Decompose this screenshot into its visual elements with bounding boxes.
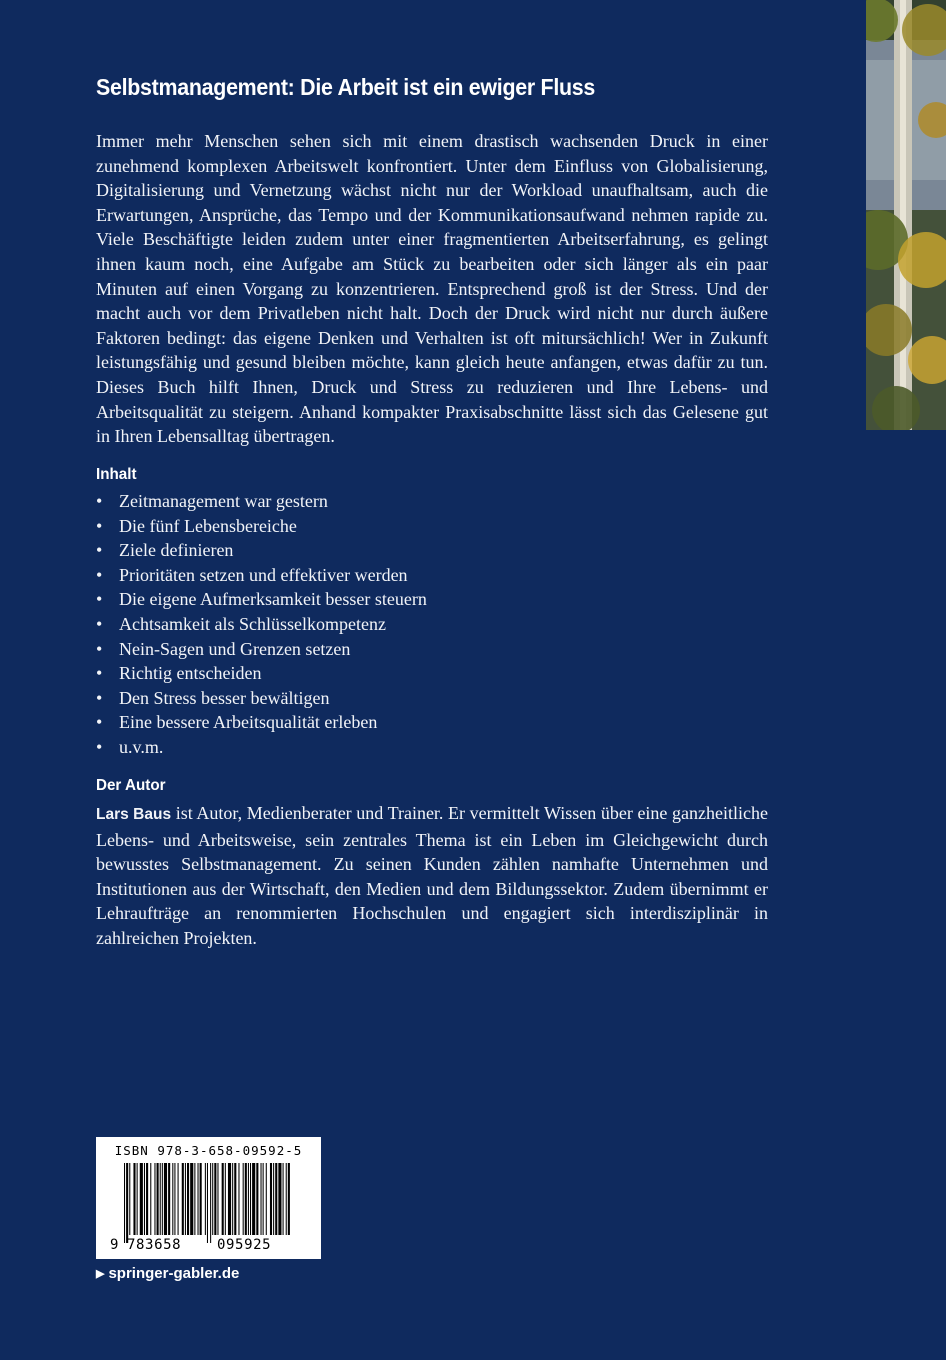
author-bio: [96, 801, 768, 951]
list-item: • u.v.m.: [96, 735, 427, 760]
triangle-arrow-icon: ▶: [96, 1268, 105, 1280]
contents-heading: Inhalt: [96, 466, 137, 483]
bullet-icon: •: [96, 540, 103, 561]
publisher-website-link[interactable]: [96, 1265, 239, 1282]
isbn-label: ISBN 978-3-658-09592-5: [114, 1143, 303, 1158]
bullet-icon: •: [96, 491, 103, 511]
bullet-icon: •: [96, 736, 103, 757]
author-bio-text: ist Autor, Medienberater und Trainer. Er vermittelt Wissen über eine ganzheitliche Lebens- und Arbeitsweise, sein zentrales Thema ist ein Leben im Gleichgewicht durch bewusstes Selbstmanagement. Zu seinen Kunden zählen namhafte Unternehmen und Institutionen aus der Wirtschaft, den Medien und dem Bildungssektor. Zudem übernimmt er Lehraufträge an renommierten Hochschulen und engagiert sich interdisziplinär in zahlreichen Projekten.: [96, 803, 768, 948]
book-title: Selbstmanagement: Die Arbeit ist ein ewiger Fluss: [96, 74, 596, 100]
bullet-icon: •: [96, 638, 103, 659]
list-item: • Achtsamkeit als Schlüsselkompetenz: [96, 612, 427, 637]
bullet-icon: •: [96, 515, 103, 536]
list-item: • Richtig entscheiden: [96, 661, 427, 686]
list-item: • Die eigene Aufmerksamkeit besser steuern: [96, 587, 427, 612]
author-heading: Der Autor: [96, 777, 166, 794]
list-item: • Nein-Sagen und Grenzen setzen: [96, 637, 427, 662]
list-item: • Zeitmanagement war gestern: [96, 489, 427, 514]
book-description: Immer mehr Menschen sehen sich mit einem drastisch wachsenden Druck in einer zunehmend komplexen Arbeitswelt konfrontiert. Unter dem Einfluss von Globalisierung, Digitalisierung und Vernetzung wächst nicht nur der Workload unaufhaltsam, auch die Erwartungen, Ansprüche, das Tempo und der Kommunikationsaufwand nehmen rapide zu. Viele Beschäftigte leiden zudem unter einer fragmentierten Arbeitserfahrung, es gelingt ihnen kaum noch, eine Aufgabe am Stück zu bearbeiten oder sich länger als ein paar Minuten auf einen Vorgang zu konzentrieren. Entsprechend groß ist der Stress. Und der macht auch vor dem Privatleben nicht halt. Doch der Druck wird nicht nur durch äußere Faktoren bedingt: das eigene Denken und Verhalten ist oft mitursächlich! Wer in Zukunft leistungsfähig und gesund bleiben möchte, kann gleich heute anfangen, etwas dafür zu tun. Dieses Buch hilft Ihnen, Druck und Stress zu reduzieren und Ihre Lebens- und Arbeitsqualität zu steigern. Anhand kompakter Praxisabschnitte lässt sich das Gelesene gut in Ihren Lebensalltag übertragen.: [96, 131, 768, 447]
list-item: • Die fünf Lebensbereiche: [96, 514, 427, 539]
bullet-icon: •: [96, 663, 103, 684]
barcode-bars: [124, 1163, 294, 1243]
bullet-icon: •: [96, 589, 103, 610]
website-url: springer-gabler.de: [108, 1265, 240, 1282]
bullet-icon: •: [96, 613, 103, 634]
list-item: • Prioritäten setzen und effektiver werden: [96, 563, 427, 588]
isbn-barcode: ISBN 978-3-658-09592-5 9 783658 095925: [96, 1137, 321, 1259]
contents-list: [96, 489, 427, 760]
bullet-icon: •: [96, 687, 103, 708]
bullet-icon: •: [96, 564, 103, 585]
list-item: • Eine bessere Arbeitsqualität erleben: [96, 710, 427, 735]
author-name: Lars Baus: [96, 806, 172, 823]
list-item: • Ziele definieren: [96, 538, 427, 563]
bullet-icon: •: [96, 712, 103, 733]
list-item: • Den Stress besser bewältigen: [96, 686, 427, 711]
cover-photo-strip: [866, 0, 946, 430]
